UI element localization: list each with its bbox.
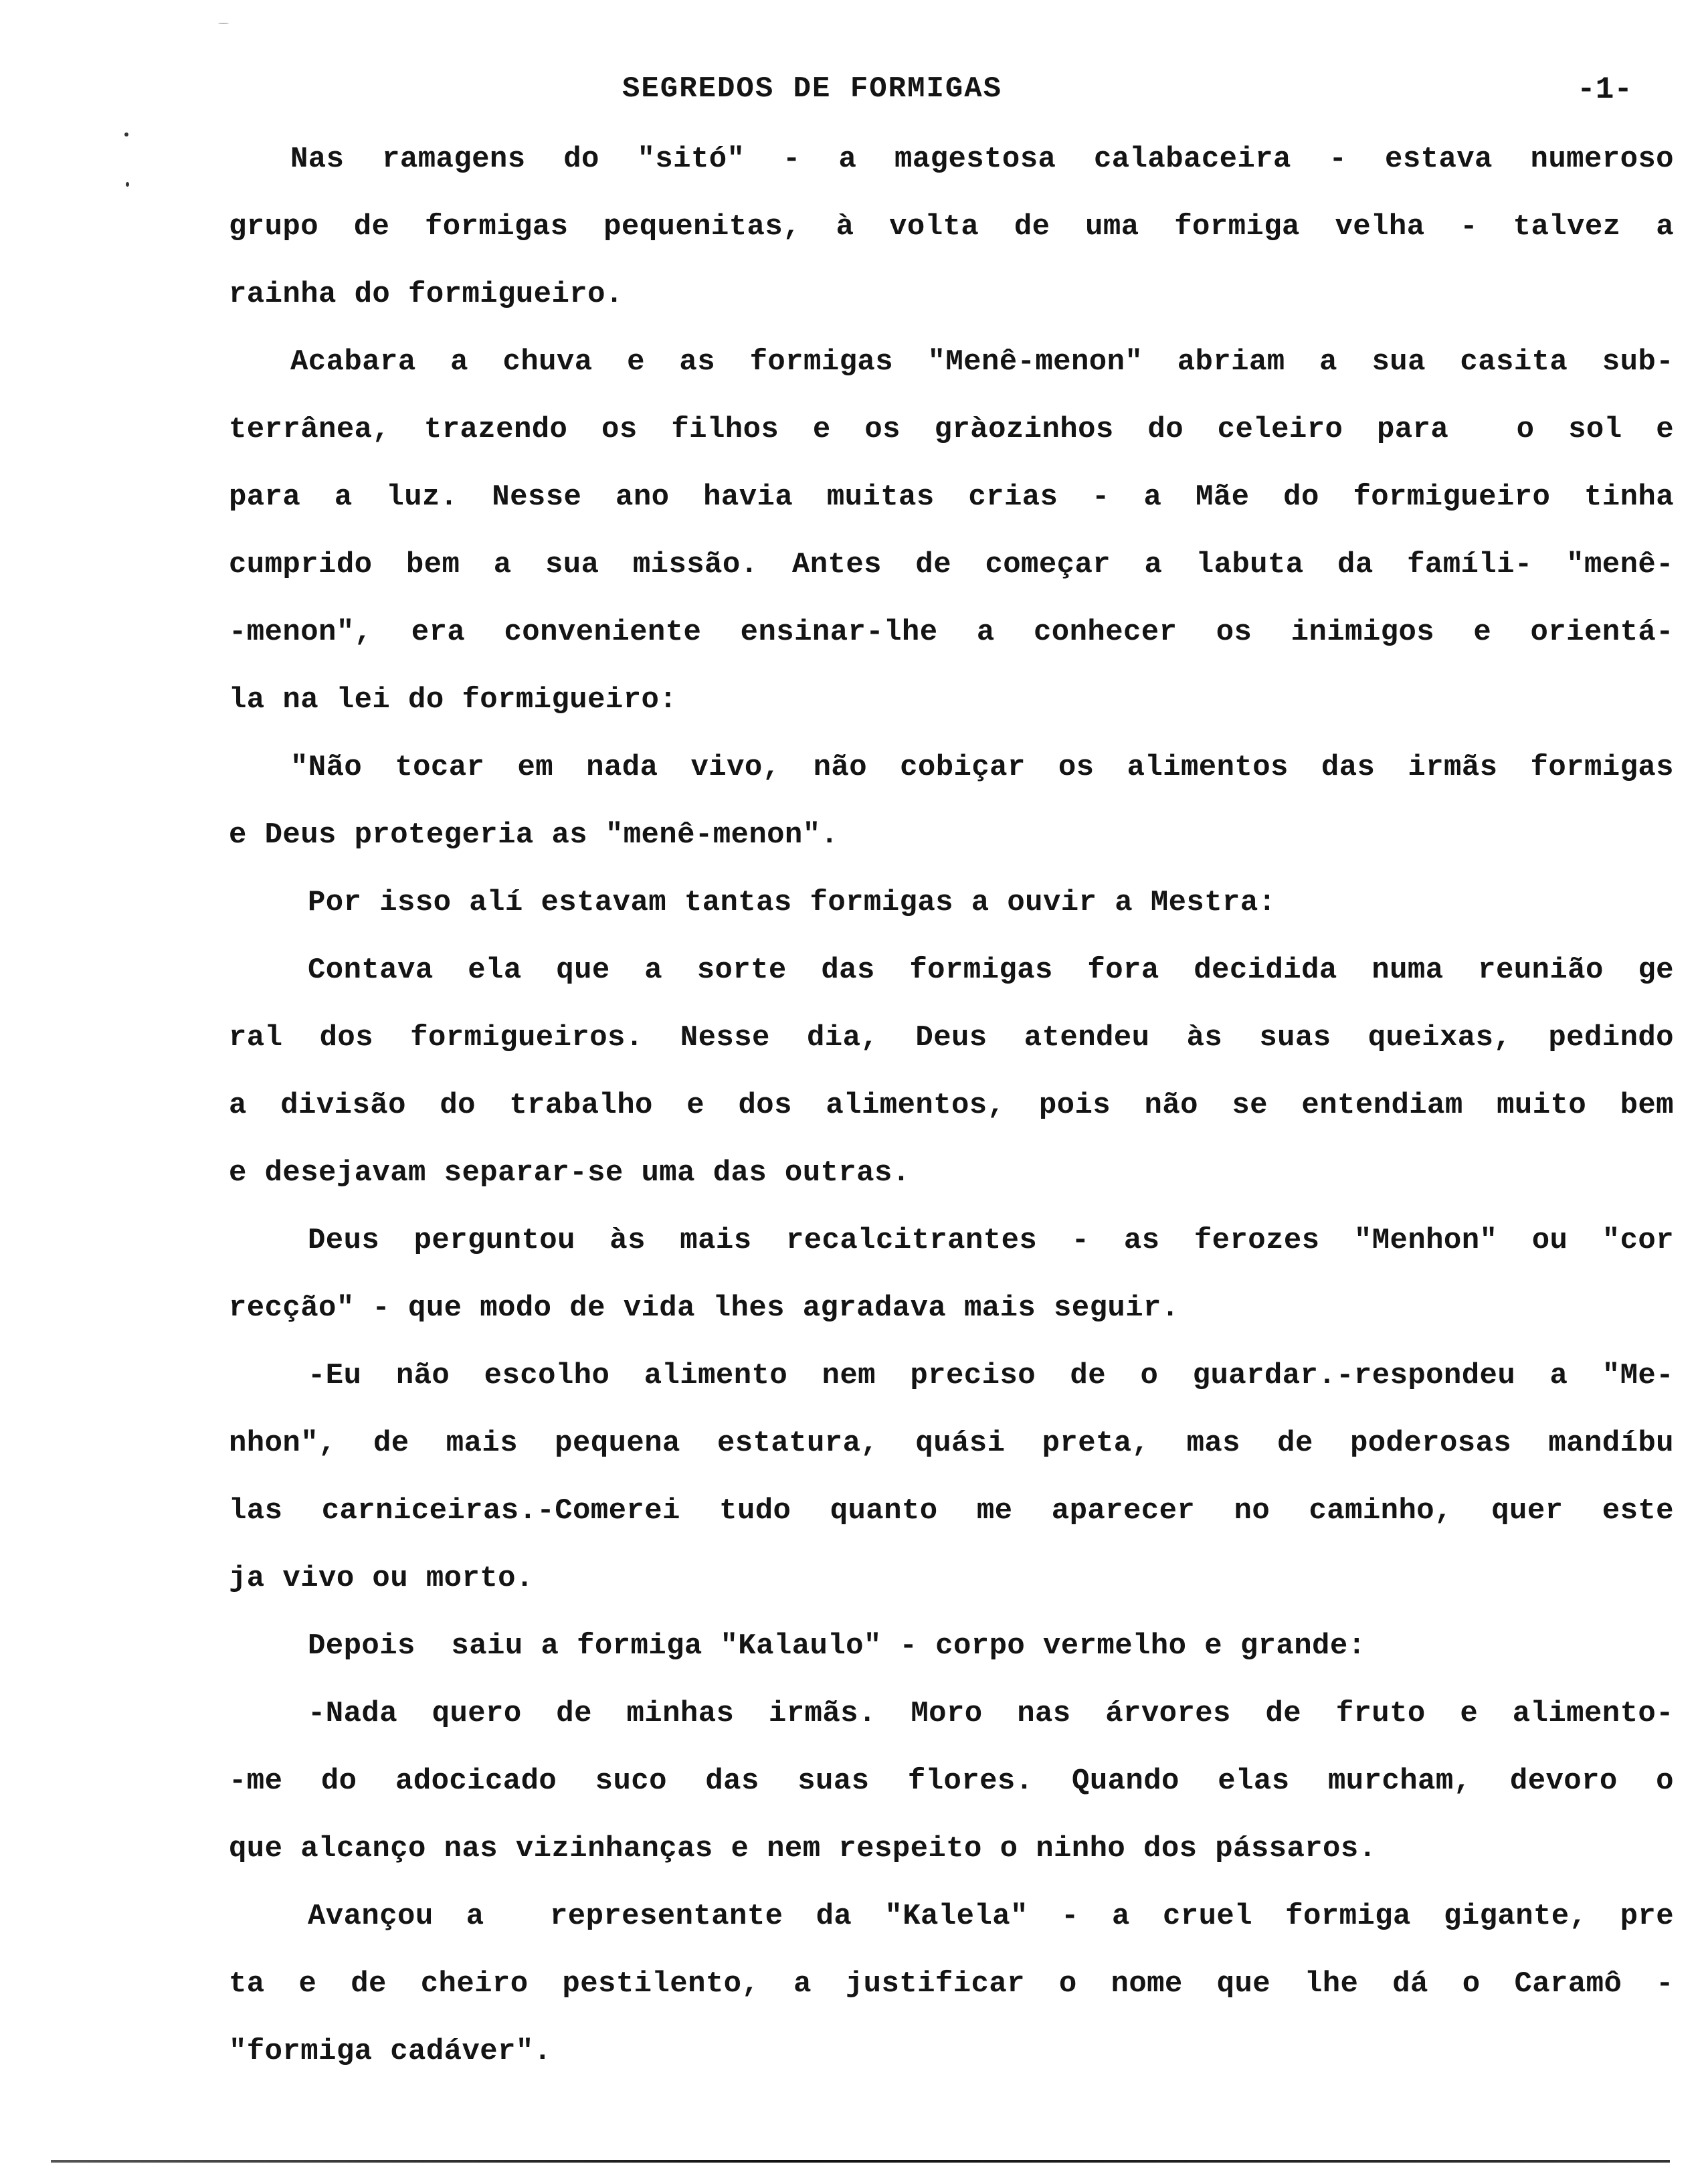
text-line: -Nada quero de minhas irmãs. Moro nas árvores de fruto e alimento-: [308, 1697, 1674, 1730]
text-line: recção" - que modo de vida lhes agradava mais seguir.: [229, 1291, 1179, 1325]
text-line: Acabara a chuva e as formigas "Menê-menon" abriam a sua casita sub-: [290, 345, 1674, 379]
text-line: nhon", de mais pequena estatura, quási preta, mas de poderosas mandíbu: [229, 1427, 1674, 1460]
text-line: la na lei do formigueiro:: [229, 683, 678, 717]
text-line: Contava ela que a sorte das formigas fora decidida numa reunião ge: [308, 953, 1674, 987]
text-line: ta e de cheiro pestilento, a justificar o nome que lhe dá o Caramô -: [229, 1967, 1674, 2001]
page-title: SEGREDOS DE FORMIGAS: [622, 72, 1003, 106]
scan-speck: [126, 182, 129, 187]
text-line: "Não tocar em nada vivo, não cobiçar os alimentos das irmãs formigas: [290, 751, 1674, 784]
text-line: e Deus protegeria as "menê-menon".: [229, 818, 839, 852]
text-line: Avançou a representante da "Kalela" - a cruel formiga gigante, pre: [308, 1900, 1674, 1933]
text-line: e desejavam separar-se uma das outras.: [229, 1156, 911, 1190]
text-line: Por isso alí estavam tantas formigas a ouvir a Mestra:: [308, 886, 1276, 919]
page-number: -1-: [1577, 72, 1632, 107]
text-line: "formiga cadáver".: [229, 2035, 552, 2068]
text-line: -Eu não escolho alimento nem preciso de o guardar.-respondeu a "Me-: [308, 1359, 1674, 1392]
scan-speck: [124, 132, 128, 136]
text-line: ral dos formigueiros. Nesse dia, Deus atendeu às suas queixas, pedindo: [229, 1021, 1674, 1055]
text-line: cumprido bem a sua missão. Antes de começar a labuta da famíli- "menê-: [229, 548, 1674, 581]
text-line: -me do adocicado suco das suas flores. Quando elas murcham, devoro o: [229, 1764, 1674, 1798]
text-line: ja vivo ou morto.: [229, 1562, 534, 1595]
page-header: [227, 72, 1632, 119]
text-line: terrânea, trazendo os filhos e os gràozinhos do celeiro para o sol e: [229, 413, 1674, 446]
bottom-rule: [51, 2160, 1670, 2163]
text-line: -menon", era conveniente ensinar-lhe a conhecer os inimigos e orientá-: [229, 616, 1674, 649]
scan-speck: [218, 23, 229, 24]
text-line: las carniceiras.-Comerei tudo quanto me aparecer no caminho, quer este: [229, 1494, 1674, 1528]
text-line: que alcanço nas vizinhanças e nem respeito o ninho dos pássaros.: [229, 1832, 1377, 1865]
text-line: a divisão do trabalho e dos alimentos, pois não se entendiam muito bem: [229, 1089, 1674, 1122]
text-line: para a luz. Nesse ano havia muitas crias - a Mãe do formigueiro tinha: [229, 480, 1674, 514]
text-line: Deus perguntou às mais recalcitrantes - as ferozes "Menhon" ou "cor: [308, 1224, 1674, 1257]
text-line: grupo de formigas pequenitas, à volta de uma formiga velha - talvez a: [229, 210, 1674, 244]
text-line: Depois saiu a formiga "Kalaulo" - corpo vermelho e grande:: [308, 1629, 1366, 1663]
text-line: rainha do formigueiro.: [229, 278, 624, 311]
text-line: Nas ramagens do "sitó" - a magestosa calabaceira - estava numeroso: [290, 143, 1674, 176]
body-text: [229, 126, 1674, 2086]
